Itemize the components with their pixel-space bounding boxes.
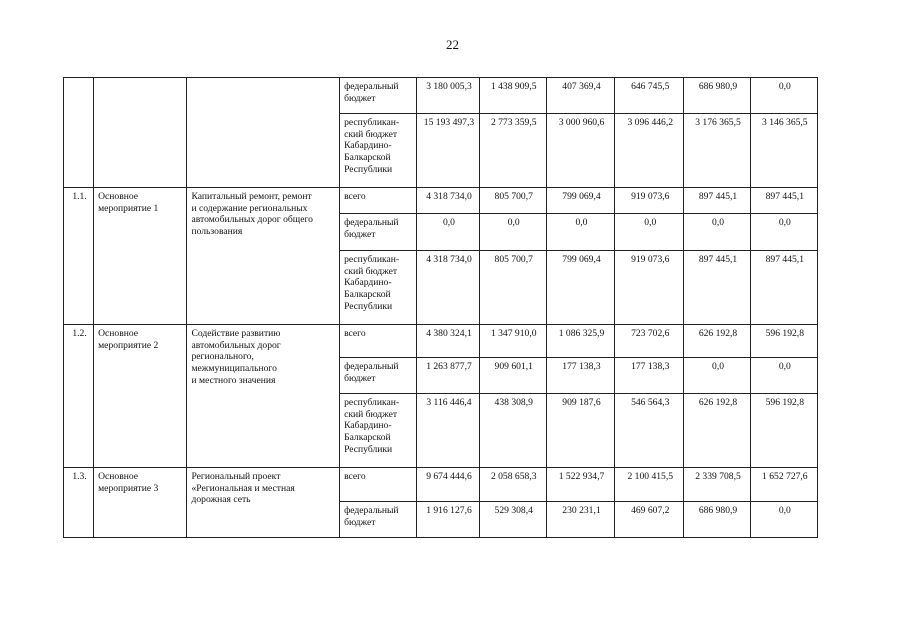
funding-source: республикан- ский бюджет Кабардино- Балкарской Республики [340, 251, 417, 325]
row-number [64, 78, 94, 188]
value-cell: 407 369,4 [546, 78, 614, 114]
value-cell: 3 180 005,3 [417, 78, 479, 114]
value-cell: 2 100 415,5 [615, 468, 684, 502]
funding-source: республикан- ский бюджет Кабардино- Балкарской Республики [340, 394, 417, 468]
event-name: Основное мероприятие 2 [94, 325, 187, 468]
event-name [94, 78, 187, 188]
value-cell: 1 263 877,7 [417, 358, 479, 394]
event-description: Содействие развитию автомобильных дорог регионального, межмуниципального и местного значения [187, 325, 340, 468]
value-cell: 4 380 324,1 [417, 325, 479, 358]
funding-source: всего [340, 188, 417, 214]
value-cell: 919 073,6 [615, 251, 684, 325]
value-cell: 723 702,6 [615, 325, 684, 358]
value-cell: 529 308,4 [479, 502, 546, 538]
value-cell: 2 339 708,5 [684, 468, 750, 502]
value-cell: 897 445,1 [684, 188, 750, 214]
funding-source: федеральный бюджет [340, 502, 417, 538]
event-name: Основное мероприятие 3 [94, 468, 187, 538]
value-cell: 596 192,8 [750, 325, 817, 358]
value-cell: 626 192,8 [684, 325, 750, 358]
value-cell: 799 069,4 [546, 251, 614, 325]
value-cell: 897 445,1 [750, 188, 817, 214]
page-number: 22 [446, 37, 459, 52]
value-cell: 805 700,7 [479, 188, 546, 214]
table-row [64, 468, 818, 502]
budget-table [63, 77, 818, 538]
value-cell: 1 916 127,6 [417, 502, 479, 538]
value-cell: 919 073,6 [615, 188, 684, 214]
value-cell: 1 438 909,5 [479, 78, 546, 114]
value-cell: 1 347 910,0 [479, 325, 546, 358]
value-cell: 686 980,9 [684, 78, 750, 114]
event-name: Основное мероприятие 1 [94, 188, 187, 325]
row-number: 1.2. [64, 325, 94, 468]
value-cell: 805 700,7 [479, 251, 546, 325]
value-cell: 897 445,1 [750, 251, 817, 325]
value-cell: 686 980,9 [684, 502, 750, 538]
funding-source: федеральный бюджет [340, 358, 417, 394]
value-cell: 909 601,1 [479, 358, 546, 394]
value-cell: 0,0 [750, 358, 817, 394]
value-cell: 3 116 446,4 [417, 394, 479, 468]
row-number: 1.3. [64, 468, 94, 538]
value-cell: 1 652 727,6 [750, 468, 817, 502]
value-cell: 4 318 734,0 [417, 251, 479, 325]
funding-source: федеральный бюджет [340, 214, 417, 251]
value-cell: 799 069,4 [546, 188, 614, 214]
value-cell: 15 193 497,3 [417, 114, 479, 188]
value-cell: 1 086 325,9 [546, 325, 614, 358]
value-cell: 469 607,2 [615, 502, 684, 538]
value-cell: 2 773 359,5 [479, 114, 546, 188]
value-cell: 546 564,3 [615, 394, 684, 468]
event-description: Региональный проект «Региональная и местная дорожная сеть [187, 468, 340, 538]
value-cell: 3 176 365,5 [684, 114, 750, 188]
value-cell: 0,0 [417, 214, 479, 251]
value-cell: 0,0 [615, 214, 684, 251]
value-cell: 646 745,5 [615, 78, 684, 114]
value-cell: 4 318 734,0 [417, 188, 479, 214]
funding-source: всего [340, 325, 417, 358]
value-cell: 596 192,8 [750, 394, 817, 468]
value-cell: 1 522 934,7 [546, 468, 614, 502]
funding-source: федеральный бюджет [340, 78, 417, 114]
funding-source: республикан- ский бюджет Кабардино- Балкарской Республики [340, 114, 417, 188]
value-cell: 438 308,9 [479, 394, 546, 468]
value-cell: 0,0 [750, 78, 817, 114]
table-row [64, 78, 818, 114]
value-cell: 0,0 [750, 502, 817, 538]
value-cell: 177 138,3 [615, 358, 684, 394]
value-cell: 0,0 [684, 358, 750, 394]
value-cell: 2 058 658,3 [479, 468, 546, 502]
value-cell: 897 445,1 [684, 251, 750, 325]
value-cell: 3 096 446,2 [615, 114, 684, 188]
value-cell: 3 000 960,6 [546, 114, 614, 188]
value-cell: 0,0 [684, 214, 750, 251]
value-cell: 0,0 [750, 214, 817, 251]
table-row [64, 325, 818, 358]
value-cell: 9 674 444,6 [417, 468, 479, 502]
value-cell: 626 192,8 [684, 394, 750, 468]
value-cell: 0,0 [479, 214, 546, 251]
value-cell: 177 138,3 [546, 358, 614, 394]
event-description [187, 78, 340, 188]
value-cell: 909 187,6 [546, 394, 614, 468]
value-cell: 3 146 365,5 [750, 114, 817, 188]
table-row [64, 188, 818, 214]
funding-source: всего [340, 468, 417, 502]
value-cell: 0,0 [546, 214, 614, 251]
value-cell: 230 231,1 [546, 502, 614, 538]
row-number: 1.1. [64, 188, 94, 325]
event-description: Капитальный ремонт, ремонт и содержание региональных автомобильных дорог общего пользования [187, 188, 340, 325]
